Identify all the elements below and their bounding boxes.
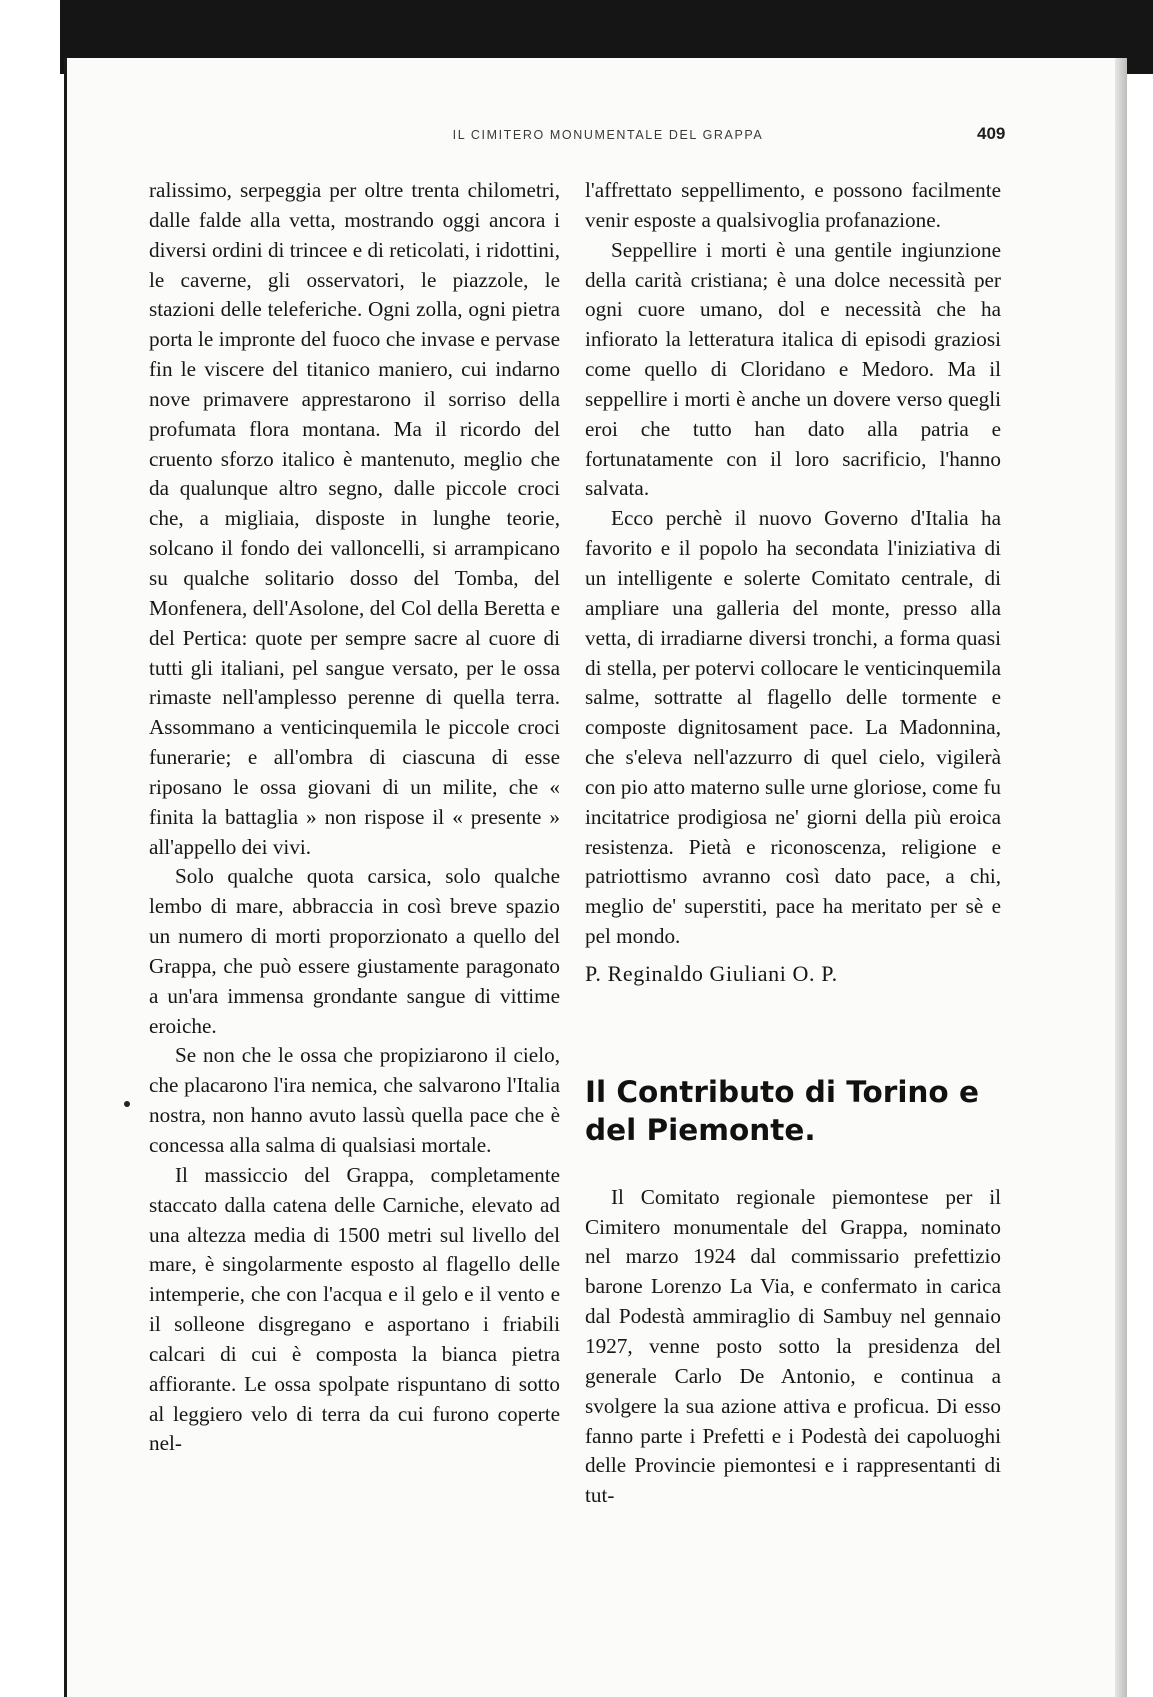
paragraph: ralissimo, serpeggia per oltre trenta chilometri, dalle falde alla vetta, mostrando oggi ancora i diversi ordini di trincee e di reticolati, i ridottini, le caverne, gli osservatori, le piazzole, le stazioni delle teleferiche. Ogni zolla, ogni pietra porta le impronte del fuoco che invase e pervase fin le viscere del titanico maniero, cui indarno nove primavere apprestarono il sorriso della profumata flora montana. Ma il ricordo del cruento sforzo italico è mantenuto, meglio che da qualunque altro segno, dalle piccole croci che, a migliaia, disposte in lunghe teorie, solcano il fondo dei valloncelli, si arrampicano su qualche solitario dosso del Tomba, del Monfenera, dell'Asolone, del Col della Beretta e del Pertica: quote per sempre sacre al cuore di tutti gli italiani, pel sangue versato, per le ossa rimaste nell'amplesso perenne di quella terra. Assommano a venticinquemila le piccole croci funerarie; e all'ombra di ciascuna di esse riposano le ossa giovani di un milite, che « finita la battaglia » non rispose il « presente » all'appello dei vivi. <box>149 178 560 859</box>
paragraph: l'affrettato seppellimento, e possono facilmente venir esposte a qualsivoglia profanazione. <box>585 178 1001 232</box>
margin-mark <box>124 1101 130 1107</box>
page-number: 409 <box>977 124 1006 143</box>
author-signature: P. Reginaldo Giuliani O. P. <box>585 960 838 986</box>
right-column <box>585 176 1001 1511</box>
paragraph: Il massiccio del Grappa, completamente staccato dalla catena delle Carniche, elevato ad una altezza media di 1500 metri sul livello del mare, è singolarmente esposto al flagello delle intemperie, che con l'acqua e il gelo e il vento e il solleone disgregano e asportano i friabili calcari di cui è composta la bianca pietra affiorante. Le ossa spolpate rispuntano di sotto al leggiero velo di terra da cui furono coperte nel- <box>149 1162 560 1456</box>
section-title: Il Contributo di Torino e del Piemonte. <box>585 1074 979 1147</box>
paragraph: Solo qualche quota carsica, solo qualche lembo di mare, abbraccia in così breve spazio un numero di morti proporzionato a quello del Grappa, che può essere giustamente paragonato a un'ara immensa grondante sangue di vittime eroiche. <box>149 864 560 1038</box>
paragraph: Se non che le ossa che propiziarono il cielo, che placarono l'ira nemica, che salvarono l'Italia nostra, non hanno avuto lassù quella pace che è concessa alla salma di qualsiasi mortale. <box>149 1043 560 1157</box>
paragraph: Il Comitato regionale piemontese per il Cimitero monumentale del Grappa, nominato nel marzo 1924 dal commissario prefettizio barone Lorenzo La Via, e confermato in carica dal Podestà ammiraglio di Sambuy nel gennaio 1927, venne posto sotto la presidenza del generale Carlo De Antonio, e continua a svolgere la sua azione attiva e proficua. Di esso fanno parte i Prefetti e i Podestà dei capoluoghi delle Provincie piemontesi e i rappresentanti di tut- <box>585 1184 1001 1508</box>
running-head: IL CIMITERO MONUMENTALE DEL GRAPPA <box>452 128 764 142</box>
paragraph: Seppellire i morti è una gentile ingiunzione della carità cristiana; è una dolce necessità per ogni cuore umano, dol e necessità che ha infiorato la letteratura italica di episodi graziosi come quello di Cloridano e Medoro. Ma il seppellire i morti è anche un dovere verso quegli eroi che tutto han dato alla patria e fortunatamente con il loro sacrificio, l'hanno salvata. <box>585 237 1001 501</box>
paragraph: Ecco perchè il nuovo Governo d'Italia ha favorito e il popolo ha secondata l'iniziativa di un intelligente e solerte Comitato centrale, di ampliare una galleria del monte, presso alla vetta, di irradiarne diversi tronchi, a forma quasi di stella, per potervi collocare le venticinquemila salme, sottratte al flagello delle tormente e composte dignitosament pace. La Madonnina, che s'eleva nell'azzurro di quel cielo, vigilerà con pio atto materno sulle urne gloriose, come fu incitatrice prodigiosa ne' giorni della più eroica resistenza. Pietà e riconoscenza, religione e patriottismo avranno così dato pace, a chi, meglio de' superstiti, pace ha meritato per sè e pel mondo. <box>585 506 1001 949</box>
left-column <box>149 176 560 1459</box>
page-edge-shadow <box>1115 58 1127 1697</box>
scan-left-margin <box>0 0 60 1697</box>
